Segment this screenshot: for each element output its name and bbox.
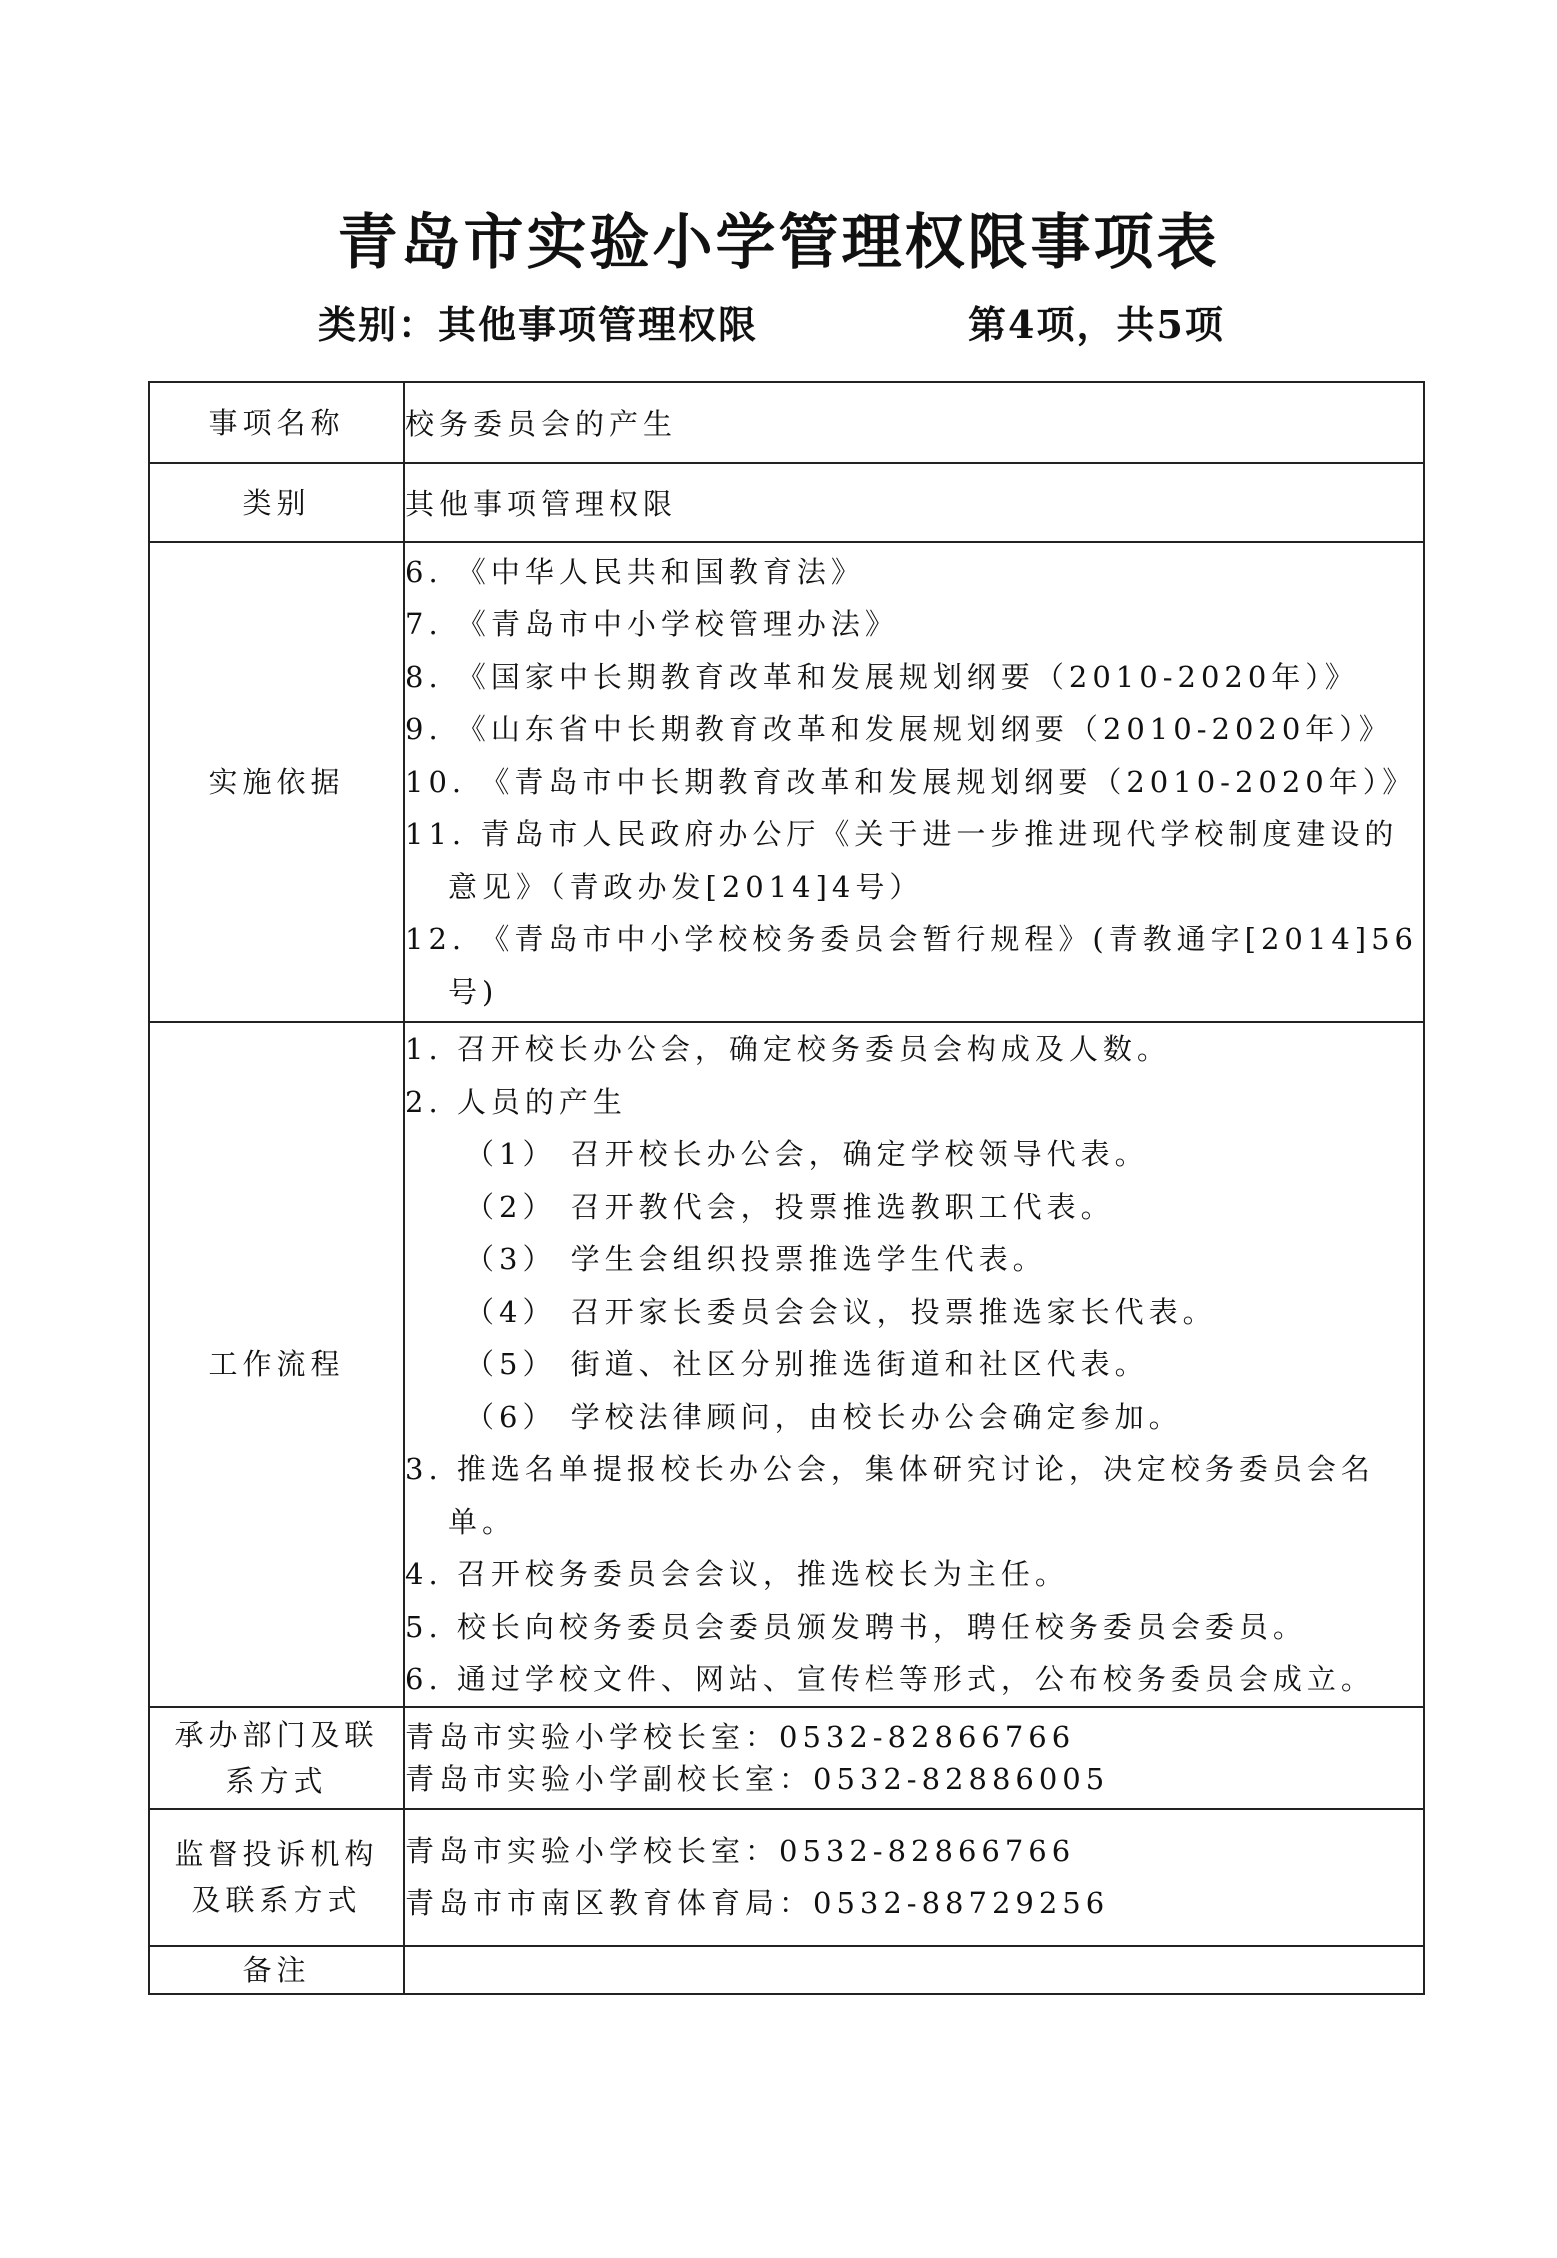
basis-item: 12. 《青岛市中小学校校务委员会暂行规程》(青教通字[2014]56号) <box>405 922 1418 1009</box>
label-contact-line: 承办部门及联 <box>174 1717 379 1752</box>
contact-list <box>404 1707 1424 1809</box>
row-complaint <box>149 1809 1424 1946</box>
basis-list <box>404 542 1424 1022</box>
label-complaint-line: 监督投诉机构 <box>174 1837 379 1871</box>
label-complaint-line: 及联系方式 <box>191 1883 362 1917</box>
value-category: 其他事项管理权限 <box>404 463 1424 542</box>
label-remarks: 备注 <box>149 1946 404 1994</box>
process-substep: （1） 召开校长办公会，确定学校领导代表。 <box>465 1137 1149 1171</box>
process-substep: （6） 学校法律顾问，由校长办公会确定参加。 <box>465 1399 1183 1434</box>
row-contact <box>149 1707 1424 1809</box>
basis-item: 6. 《中华人民共和国教育法》 <box>405 554 865 589</box>
label-category: 类别 <box>149 463 404 542</box>
process-step: 1. 召开校长办公会，确定校务委员会构成及人数。 <box>405 1032 1171 1066</box>
complaint-list <box>404 1809 1424 1946</box>
page-title: 青岛市实验小学管理权限事项表 <box>337 208 1220 278</box>
item-counter: 第4项，共5项 <box>968 302 1225 347</box>
label-basis: 实施依据 <box>149 542 404 1022</box>
basis-item: 8. 《国家中长期教育改革和发展规划纲要（2010-2020年）》 <box>405 659 1359 694</box>
contact-line: 青岛市实验小学校长室：0532-82866766 <box>405 1719 1076 1754</box>
row-process <box>149 1022 1424 1707</box>
basis-item: 7. 《青岛市中小学校管理办法》 <box>405 607 899 642</box>
authority-table <box>148 381 1425 1995</box>
label-process: 工作流程 <box>149 1022 404 1707</box>
basis-item: 10. 《青岛市中长期教育改革和发展规划纲要（2010-2020年）》 <box>405 764 1417 799</box>
process-step: 3. 推选名单提报校长办公会，集体研究讨论，决定校务委员会名单。 <box>405 1452 1375 1539</box>
label-contact <box>149 1707 404 1809</box>
process-step: 6. 通过学校文件、网站、宣传栏等形式，公布校务委员会成立。 <box>405 1662 1375 1696</box>
complaint-line: 青岛市实验小学校长室：0532-82866766 <box>405 1834 1076 1868</box>
process-step: 4. 召开校务委员会会议，推选校长为主任。 <box>405 1557 1069 1591</box>
process-substep: （4） 召开家长委员会会议，投票推选家长代表。 <box>465 1294 1217 1329</box>
basis-item: 11. 青岛市人民政府办公厅《关于进一步推进现代学校制度建设的意见》（青政办发[2014]4号） <box>405 817 1399 904</box>
contact-line: 青岛市实验小学副校长室：0532-82886005 <box>405 1761 1110 1796</box>
label-contact-line: 系方式 <box>225 1763 328 1798</box>
process-substep: （2） 召开教代会，投票推选教职工代表。 <box>465 1189 1115 1224</box>
process-substep: （3） 学生会组织投票推选学生代表。 <box>465 1242 1047 1276</box>
process-step: 2. 人员的产生 <box>405 1084 627 1119</box>
value-item-name: 校务委员会的产生 <box>404 382 1424 463</box>
complaint-line: 青岛市市南区教育体育局：0532-88729256 <box>405 1886 1110 1920</box>
value-remarks <box>404 1946 1424 1994</box>
row-item-name <box>149 382 1424 463</box>
category-line: 类别：其他事项管理权限 <box>318 302 759 347</box>
process-step: 5. 校长向校务委员会委员颁发聘书，聘任校务委员会委员。 <box>405 1609 1307 1644</box>
basis-item: 9. 《山东省中长期教育改革和发展规划纲要（2010-2020年）》 <box>405 712 1393 747</box>
label-item-name: 事项名称 <box>149 382 404 463</box>
row-category <box>149 463 1424 542</box>
process-substep: （5） 街道、社区分别推选街道和社区代表。 <box>465 1347 1149 1381</box>
row-remarks <box>149 1946 1424 1994</box>
process-list <box>404 1022 1424 1707</box>
label-complaint <box>149 1809 404 1946</box>
row-basis <box>149 542 1424 1022</box>
